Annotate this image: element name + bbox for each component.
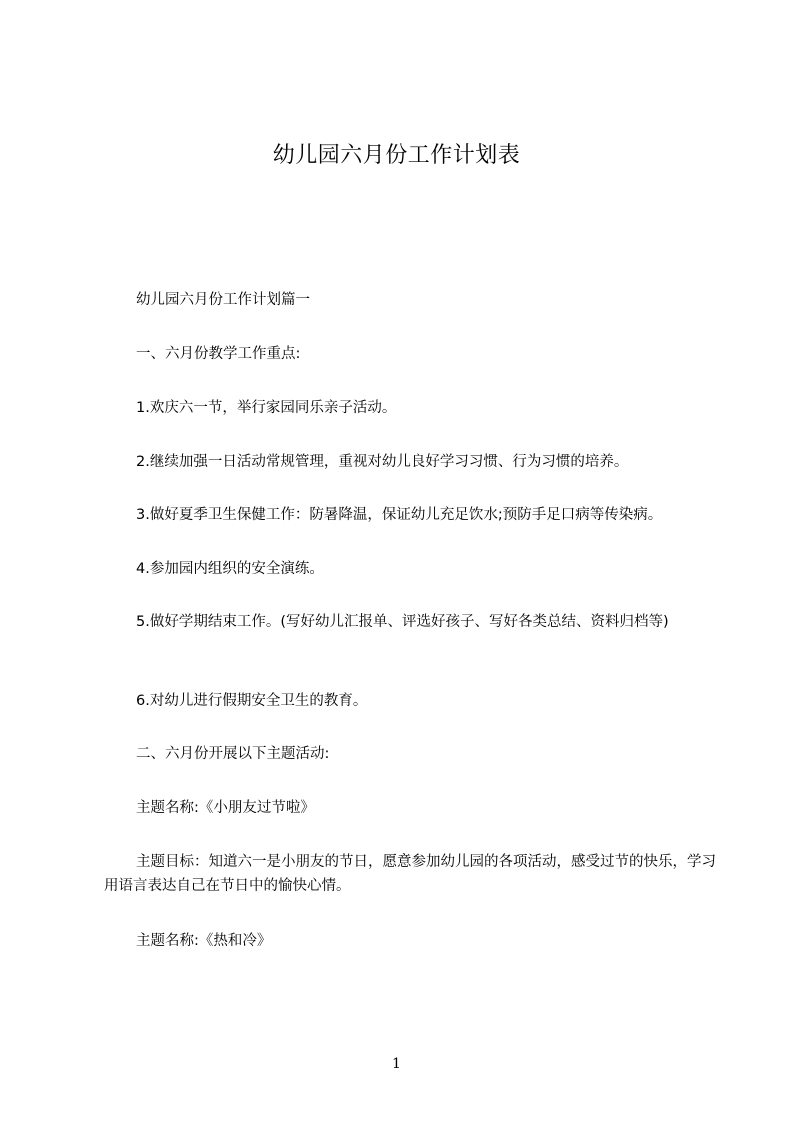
list-item: 4.参加园内组织的安全演练。: [136, 561, 324, 577]
list-item: 1.欢庆六一节，举行家园同乐亲子活动。: [136, 400, 397, 416]
section-heading: 幼儿园六月份工作计划篇一: [136, 292, 310, 308]
list-item: 5.做好学期结束工作。(写好幼儿汇报单、评选好孩子、写好各类总结、资料归档等): [136, 614, 669, 630]
subsection-heading: 二、六月份开展以下主题活动:: [136, 746, 330, 762]
theme-name: 主题名称:《热和冷》: [136, 933, 272, 949]
list-item: 6.对幼儿进行假期安全卫生的教育。: [136, 693, 368, 709]
list-item: 3.做好夏季卫生保健工作：防暑降温，保证幼儿充足饮水;预防手足口病等传染病。: [136, 507, 663, 523]
subsection-heading: 一、六月份教学工作重点:: [136, 346, 301, 362]
theme-goal: 主题目标：知道六一是小朋友的节日，愿意参加幼儿园的各项活动，感受过节的快乐，学习用语言表达自己在节日中的愉快心情。: [104, 854, 716, 894]
document-title: 幼儿园六月份工作计划表: [272, 143, 521, 168]
list-item: 2.继续加强一日活动常规管理，重视对幼儿良好学习习惯、行为习惯的培养。: [136, 454, 629, 470]
theme-name: 主题名称:《小朋友过节啦》: [136, 800, 315, 816]
page-number: 1: [392, 1056, 401, 1072]
